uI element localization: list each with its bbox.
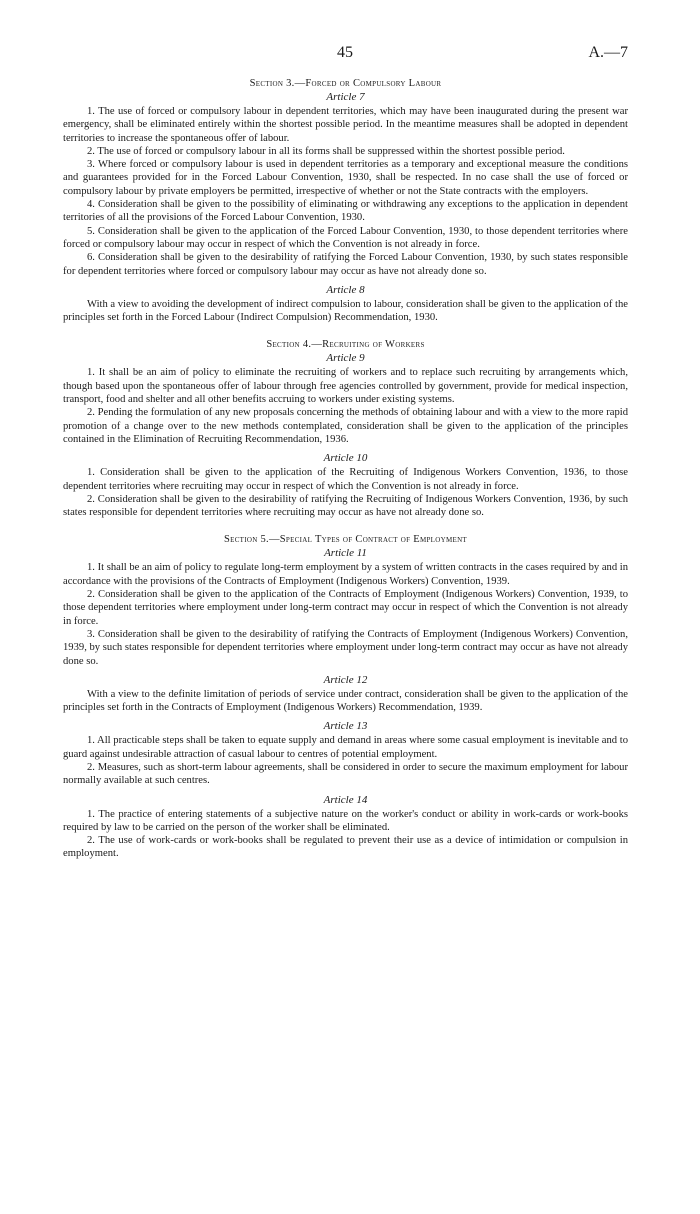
article-heading: Article 9 (326, 352, 365, 365)
article-heading: Article 12 (323, 673, 368, 686)
paragraph: 1. All practicable steps shall be taken to equate supply and demand in areas where some casual employment is inevitable and to guard against undesirable attraction of casual labour to centres of potential employment. (63, 735, 628, 760)
paragraph: 4. Consideration shall be given to the possibility of eliminating or withdrawing any exceptions to the application in dependent territories of all the provisions of the Forced Labour Convention, 1930. (63, 199, 628, 224)
paragraph: 2. The use of forced or compulsory labour in all its forms shall be suppressed within the shortest possible period. (87, 145, 565, 157)
paragraph: With a view to avoiding the development of indirect compulsion to labour, consideration shall be given to the application of the principles set forth in the Forced Labour (Indirect Compulsion) Recommendation, 1930. (63, 298, 628, 324)
document-page (63, 44, 628, 861)
section-heading: Section 4.—Recruiting of Workers (266, 339, 425, 351)
paragraph: 2. Consideration shall be given to the desirability of ratifying the Recruiting of Indigenous Workers Convention, 1936, by such states responsible for dependent territories where recruiting may occur as have not already done so. (63, 493, 628, 519)
paragraph: 1. The use of forced or compulsory labour in dependent territories, which may have been inaugurated during the present war emergency, shall be eliminated entirely within the shortest possible period. In the meantime measures shall be adopted in dependent territories to increase the spontaneous offer of labour. (63, 106, 628, 144)
article-heading: Article 11 (324, 547, 367, 560)
article-heading: Article 14 (323, 793, 368, 806)
document-reference: A.—7 (588, 44, 628, 61)
paragraph: 1. The practice of entering statements of a subjective nature on the worker's conduct or ability in work-cards or work-books required by law to be carried on the person of the worker shall be eliminated. (63, 808, 628, 833)
article-heading: Article 8 (326, 283, 365, 296)
article-heading: Article 7 (326, 91, 365, 103)
paragraph: 1. It shall be an aim of policy to eliminate the recruiting of workers and to replace such recruiting by arrangements which, though based upon the spontaneous offer of labour through free agencies controlled by government, provide for medical inspection, transport, food and shelter and all other benefits accruing to workers under existing systems. (63, 367, 628, 406)
section-heading: Section 5.—Special Types of Contract of Employment (223, 534, 467, 546)
paragraph: 5. Consideration shall be given to the application of the Forced Labour Convention, 1930, to those dependent territories where forced or compulsory labour may occur in respect of which the Convention is not already in force. (63, 225, 628, 250)
paragraph: With a view to the definite limitation of periods of service under contract, consideration shall be given to the application of the principles set forth in the Contracts of Employment (Indigenous Workers) Recommendation, 1939. (63, 688, 628, 714)
page-number: 45 (337, 44, 353, 61)
section-heading: Section 3.—Forced or Compulsory Labour (249, 78, 442, 89)
article-heading: Article 13 (323, 720, 368, 733)
paragraph: 2. Measures, such as short-term labour agreements, shall be considered in order to secure the maximum employment for labour normally available at such centres. (63, 761, 628, 787)
paragraph: 2. The use of work-cards or work-books shall be regulated to prevent their use as a device of intimidation or compulsion in employment. (63, 835, 628, 860)
paragraph: 3. Where forced or compulsory labour is used in dependent territories as a temporary and exceptional measure the conditions and guarantees provided for in the Forced Labour Convention, 1930, shall be respected. In no case shall the use of forced or compulsory labour by private employers be permitted, irrespective of whether or not the State contracts with the employers. (63, 159, 628, 197)
paragraph: 3. Consideration shall be given to the desirability of ratifying the Contracts of Employment (Indigenous Workers) Convention, 1939, by such states responsible for dependent territories where employment under long-term contract may occur as have not already done so. (63, 628, 628, 667)
paragraph: 1. Consideration shall be given to the application of the Recruiting of Indigenous Workers Convention, 1936, to those dependent territories where recruiting may occur in respect of which the Convention is not already in force. (63, 467, 628, 492)
paragraph: 1. It shall be an aim of policy to regulate long-term employment by a system of written contracts in the cases required by and in accordance with the provisions of the Contracts of Employment (Indigenous Workers) Convention, 1939. (63, 562, 629, 587)
paragraph: 6. Consideration shall be given to the desirability of ratifying the Forced Labour Convention, 1930, by such states responsible for dependent territories where forced or compulsory labour may occur as have not already done so. (63, 252, 628, 277)
paragraph: 2. Pending the formulation of any new proposals concerning the methods of obtaining labour and with a view to the more rapid promotion of a change over to the new methods contemplated, consideration shall be given to the application of the principles contained in the Elimination of Recruiting Recommendation, 1936. (63, 407, 628, 445)
page-header (63, 44, 628, 70)
article-heading: Article 10 (323, 452, 368, 465)
paragraph: 2. Consideration shall be given to the application of the Contracts of Employment (Indigenous Workers) Convention, 1939, to those dependent territories where employment under long-term contract may occur in respect of which the Convention is not already in force. (63, 589, 628, 627)
